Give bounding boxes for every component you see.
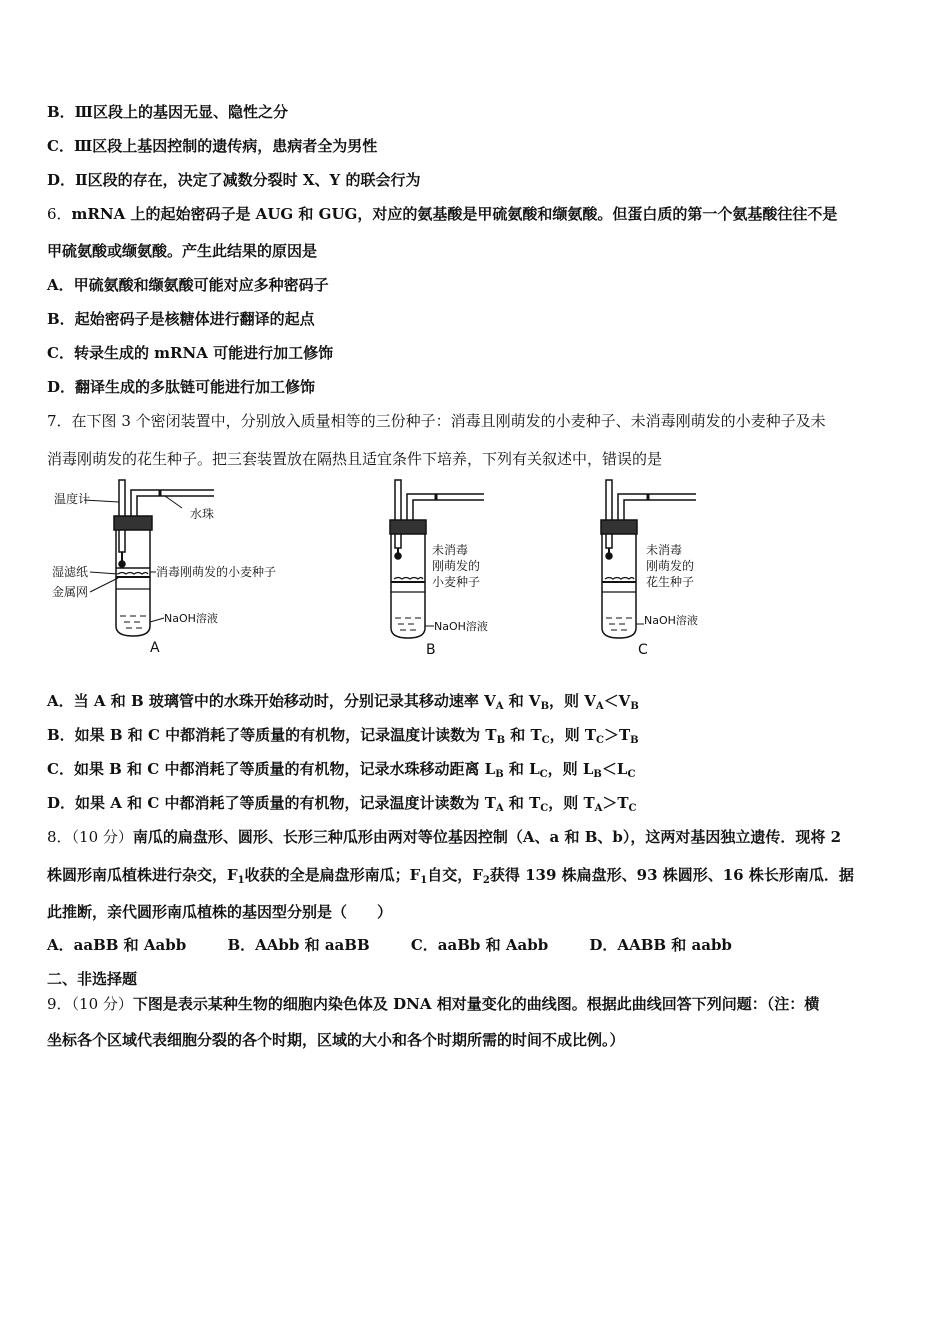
q5-option-d: D．Ⅱ区段的存在，决定了减数分裂时 X、Y 的联会行为 bbox=[47, 171, 421, 189]
q8-options bbox=[47, 935, 906, 955]
q6-option-c: C．转录生成的 mRNA 可能进行加工修饰 bbox=[47, 344, 334, 362]
q8-number: 8． bbox=[47, 828, 72, 846]
q8-stem-line3: 此推断，亲代圆形南瓜植株的基因型分别是（ ） bbox=[47, 903, 393, 921]
label-seeds-b-2: 刚萌发的 bbox=[432, 559, 481, 573]
q7-stem-line2: 消毒刚萌发的花生种子。把三套装置放在隔热且适宜条件下培养，下列有关叙述中，错误的是 bbox=[47, 450, 663, 468]
q8-option-c: C．aaBb 和 Aabb bbox=[410, 936, 549, 954]
label-seeds-c-2: 刚萌发的 bbox=[646, 559, 695, 573]
label-seeds-c-3: 花生种子 bbox=[646, 575, 695, 589]
q7-option-b: B．如果 B 和 C 中都消耗了等质量的有机物，记录温度计读数为 $T_B$ 和 $T_C$，则 $T_C>T_B$ bbox=[47, 726, 639, 746]
q8-score: （10 分） bbox=[71, 828, 133, 846]
q6-stem-line2: 甲硫氨酸或缬氨酸。产生此结果的原因是 bbox=[47, 242, 318, 260]
q8-option-d: D．AABB 和 aabb bbox=[589, 936, 732, 954]
q9-stem-line1: 9．（10 分）下图是表示某种生物的细胞内染色体及 DNA 相对量变化的曲线图。根据此曲线回答下列问题：（注：横 bbox=[47, 995, 820, 1013]
q5-option-b: B．Ⅲ区段上的基因无显、隐性之分 bbox=[47, 103, 288, 121]
q7-option-d: D．如果 A 和 C 中都消耗了等质量的有机物，记录温度计读数为 $T_A$ 和 $T_C$，则 $T_A>T_C$ bbox=[47, 794, 637, 814]
q7-option-a: A．当 A 和 B 玻璃管中的水珠开始移动时，分别记录其移动速率 $V_A$ 和 $V_B$，则 $V_A<V_B$ bbox=[47, 692, 639, 712]
label-naoh-c: NaOH溶液 bbox=[644, 614, 698, 627]
seed-respiration-figure bbox=[40, 476, 780, 671]
q6-option-b: B．起始密码子是核糖体进行翻译的起点 bbox=[47, 310, 315, 328]
label-seeds-c-1: 未消毒 bbox=[646, 543, 683, 557]
q7-stem-line1: 7．在下图 3 个密闭装置中，分别放入质量相等的三份种子：消毒且刚萌发的小麦种子、未消毒刚萌发的小麦种子及未 bbox=[47, 412, 826, 430]
label-metal-net: 金属网 bbox=[52, 585, 89, 599]
q8-stem-line1: 8．（10 分）南瓜的扁盘形、圆形、长形三种瓜形由两对等位基因控制（A、a 和 B、b），这两对基因独立遗传．现将 2 bbox=[47, 828, 842, 846]
section-heading: 二、非选择题 bbox=[47, 970, 138, 988]
q7-option-c: C．如果 B 和 C 中都消耗了等质量的有机物，记录水珠移动距离 $L_B$ 和 $L_C$，则 $L_B<L_C$ bbox=[47, 760, 636, 780]
label-seeds-a: 消毒刚萌发的小麦种子 bbox=[156, 565, 277, 579]
label-seeds-b-1: 未消毒 bbox=[432, 543, 469, 557]
label-water-bead: 水珠 bbox=[190, 507, 215, 521]
q6-option-d: D．翻译生成的多肽链可能进行加工修饰 bbox=[47, 378, 316, 396]
q9-number: 9． bbox=[47, 995, 72, 1013]
label-b: B bbox=[426, 642, 436, 658]
q8-stem-line2: 株圆形南瓜植株进行杂交，$F_1$收获的全是扁盘形南瓜；$F_1$自交，$F_2$获得 139 株扁盘形、93 株圆形、16 株长形南瓜．据 bbox=[47, 866, 854, 886]
label-naoh-a: NaOH溶液 bbox=[164, 612, 218, 625]
q6-option-a: A．甲硫氨酸和缬氨酸可能对应多种密码子 bbox=[47, 276, 329, 294]
label-seeds-b-3: 小麦种子 bbox=[432, 575, 481, 589]
label-wet-paper: 湿滤纸 bbox=[52, 565, 89, 579]
label-naoh-b: NaOH溶液 bbox=[434, 620, 488, 633]
q6-number: 6． bbox=[47, 205, 72, 223]
q8-option-a: A．aaBB 和 Aabb bbox=[47, 936, 187, 954]
label-a: A bbox=[150, 640, 160, 656]
label-thermometer: 温度计 bbox=[54, 492, 91, 506]
q9-stem-line2: 坐标各个区域代表细胞分裂的各个时期，区域的大小和各个时期所需的时间不成比例。） bbox=[47, 1031, 625, 1049]
q5-option-c: C．Ⅲ区段上基因控制的遗传病，患病者全为男性 bbox=[47, 137, 378, 155]
label-c: C bbox=[638, 642, 648, 658]
q7-number: 7． bbox=[47, 412, 72, 430]
q8-option-b: B．AAbb 和 aaBB bbox=[227, 936, 370, 954]
q6-stem-line1: 6．mRNA 上的起始密码子是 AUG 和 GUG，对应的氨基酸是甲硫氨酸和缬氨酸。但蛋白质的第一个氨基酸往往不是 bbox=[47, 205, 838, 223]
q9-score: （10 分） bbox=[71, 995, 133, 1013]
